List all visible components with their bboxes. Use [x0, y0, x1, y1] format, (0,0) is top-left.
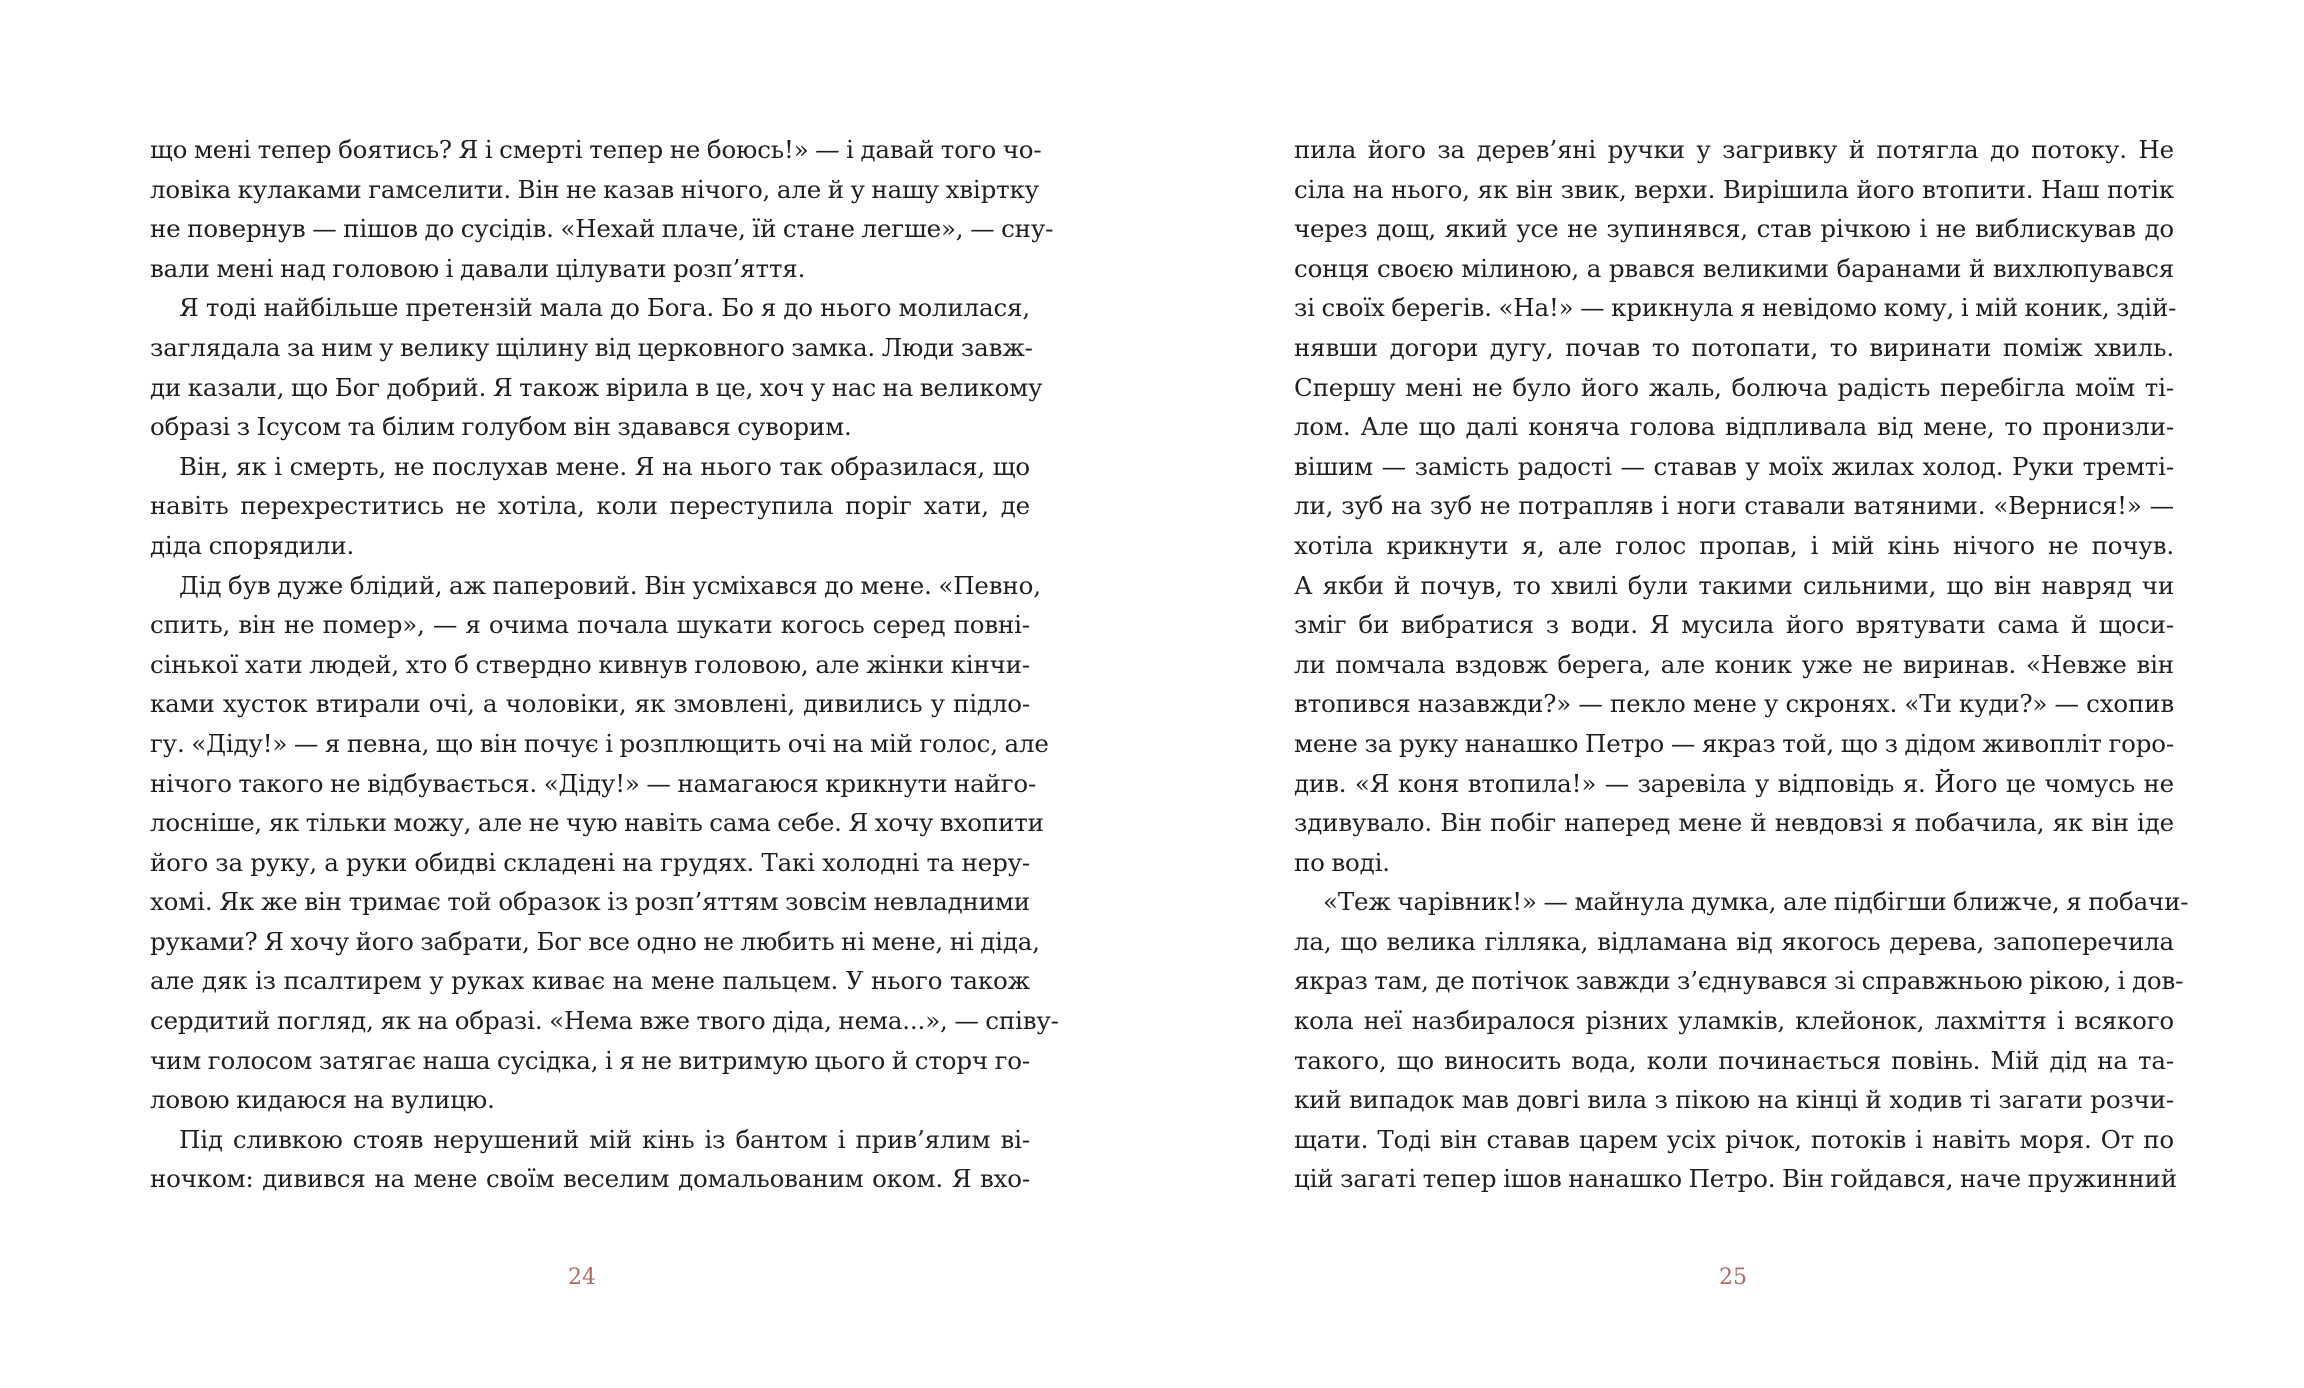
text-line: ди казали, що Бог добрий. Я також вірила в це, хоч у нас на великому: [150, 372, 1043, 402]
text-line: А якби й почув, то хвилі були такими сильними, що він навряд чи: [1294, 570, 2174, 600]
text-line: хотіла крикнути я, але голос пропав, і мій кінь нічого не почув.: [1294, 530, 2174, 560]
text-line: діда спорядили.: [150, 530, 355, 560]
text-line: ли помчала вздовж берега, але коник уже не виринав. «Невже він: [1294, 649, 2174, 679]
text-line: лом. Але що далі коняча голова відпливала від мене, то пронизли-: [1294, 412, 2174, 442]
text-line: по воді.: [1294, 847, 1390, 877]
text-line: Дід був дуже блідий, аж паперовий. Він усміхався до мене. «Певно,: [179, 570, 1041, 600]
text-line: сінької хати людей, хто б ствердно кивнув головою, але жінки кінчи-: [150, 649, 1030, 679]
text-line: щати. Тоді він ставав царем усіх річок, потоків і навіть моря. От по: [1294, 1124, 2174, 1154]
text-line: не повернув — пішов до сусідів. «Нехай плаче, їй стане легше», — сну-: [150, 214, 1054, 244]
text-line: вішим — замість радості — ставав у моїх жилах холод. Руки тремті-: [1294, 451, 2174, 481]
text-line: втопився назавжди?» — пекло мене у скронях. «Ти куди?» — схопив: [1294, 689, 2174, 719]
text-line: такого, що виносить вода, коли починається повінь. Мій дід на та-: [1294, 1045, 2174, 1075]
text-line: ками хусток втирали очі, а чоловіки, як змовлені, дивились у підло-: [150, 689, 1030, 719]
text-line: мене за руку нанашко Петро — якраз той, що з дідом живопліт горо-: [1294, 728, 2174, 758]
text-line: якраз там, де потічок завжди з’єднувався зі справжньою рікою, і дов-: [1294, 966, 2184, 996]
text-line: ли, зуб на зуб не потрапляв і ноги ставали ватяними. «Вернися!» —: [1294, 491, 2174, 521]
text-line: лосніше, як тільки можу, але не чую навіть сама себе. Я хочу вхопити: [150, 808, 1044, 838]
text-line: сонця своєю мілиною, а рвався великими баранами й вихлюпувався: [1294, 253, 2174, 283]
text-line: див. «Я коня втопила!» — заревіла у відповідь я. Його це чомусь не: [1294, 768, 2174, 798]
text-line: його за руку, а руки обидві складені на грудях. Такі холодні та неру-: [150, 847, 1030, 877]
text-line: Я тоді найбільше претензій мала до Бога. Бо я до нього молилася,: [179, 293, 1030, 323]
text-line: ловою кидаюся на вулицю.: [150, 1085, 495, 1115]
right-page-text: [1294, 130, 2189, 1199]
text-line: «Теж чарівник!» — майнула думка, але підбігши ближче, я побачи-: [1323, 887, 2189, 917]
text-line: чим голосом затягає наша сусідка, і я не витримую цього й сторч го-: [150, 1045, 1030, 1075]
text-line: вали мені над головою і давали цілувати розп’яття.: [150, 253, 806, 283]
page-number-right: 25: [1719, 1265, 1747, 1290]
text-line: здивувало. Він побіг наперед мене й невдовзі я побачила, як він іде: [1294, 808, 2174, 838]
text-line: ла, що велика гілляка, відламана від якогось дерева, запоперечила: [1294, 926, 2174, 956]
left-page-text: [150, 130, 1059, 1199]
text-line: цій загаті тепер ішов нанашко Петро. Він гойдався, наче пружинний: [1294, 1164, 2177, 1194]
text-line: ловіка кулаками гамселити. Він не казав нічого, але й у нашу хвіртку: [150, 174, 1039, 204]
text-line: що мені тепер боятись? Я і смерті тепер не боюсь!» — і давай того чо-: [150, 135, 1042, 164]
text-line: зміг би вибратися з води. Я мусила його врятувати сама й щоси-: [1294, 610, 2174, 640]
text-line: сердитий погляд, як на образі. «Нема вже твого діда, нема...», — співу-: [150, 1006, 1059, 1036]
text-line: Спершу мені не було його жаль, болюча радість перебігла моїм ті-: [1294, 372, 2174, 402]
text-line: сіла на нього, як він звик, верхи. Вирішила його втопити. Наш потік: [1294, 174, 2174, 204]
text-line: ночком: дивився на мене своїм веселим домальованим оком. Я вхо-: [150, 1164, 1030, 1194]
text-line: хомі. Як же він тримає той образок із розп’яттям зовсім невладними: [150, 887, 1030, 917]
text-line: Він, як і смерть, не послухав мене. Я на нього так образилася, що: [179, 451, 1030, 481]
text-line: навіть перехреститись не хотіла, коли переступила поріг хати, де: [150, 491, 1030, 521]
text-line: руками? Я хочу його забрати, Бог все одно не любить ні мене, ні діда,: [150, 926, 1040, 956]
text-line: заглядала за ним у велику щілину від церковного замка. Люди завж-: [150, 332, 1033, 362]
page-number-left: 24: [568, 1265, 596, 1290]
text-line: Під сливкою стояв нерушений мій кінь із бантом і прив’ялим ві-: [179, 1124, 1030, 1154]
text-line: кола неї назбиралося різних уламків, клейонок, лахміття і всякого: [1294, 1006, 2174, 1036]
text-line: спить, він не помер», — я очима почала шукати когось серед повні-: [150, 610, 1030, 640]
text-line: кий випадок мав довгі вила з пікою на кінці й ходив ті загати розчи-: [1294, 1085, 2174, 1115]
text-line: зі своїх берегів. «На!» — крикнула я невідомо кому, і мій коник, здій-: [1294, 293, 2177, 323]
text-line: нявши догори дугу, почав то потопати, то виринати поміж хвиль.: [1294, 332, 2174, 362]
text-line: але дяк із псалтирем у руках киває на мене пальцем. У нього також: [150, 966, 1030, 996]
text-line: пила його за дерев’яні ручки у загривку й потягла до потоку. Не: [1294, 135, 2174, 164]
text-line: образі з Ісусом та білим голубом він здавався суворим.: [150, 412, 852, 442]
text-line: гу. «Діду!» — я певна, що він почує і розплющить очі на мій голос, але: [150, 728, 1049, 758]
text-line: нічого такого не відбувається. «Діду!» — намагаюся крикнути найго-: [150, 768, 1037, 798]
text-line: через дощ, який усе не зупинявся, став річкою і не виблискував до: [1294, 214, 2174, 244]
